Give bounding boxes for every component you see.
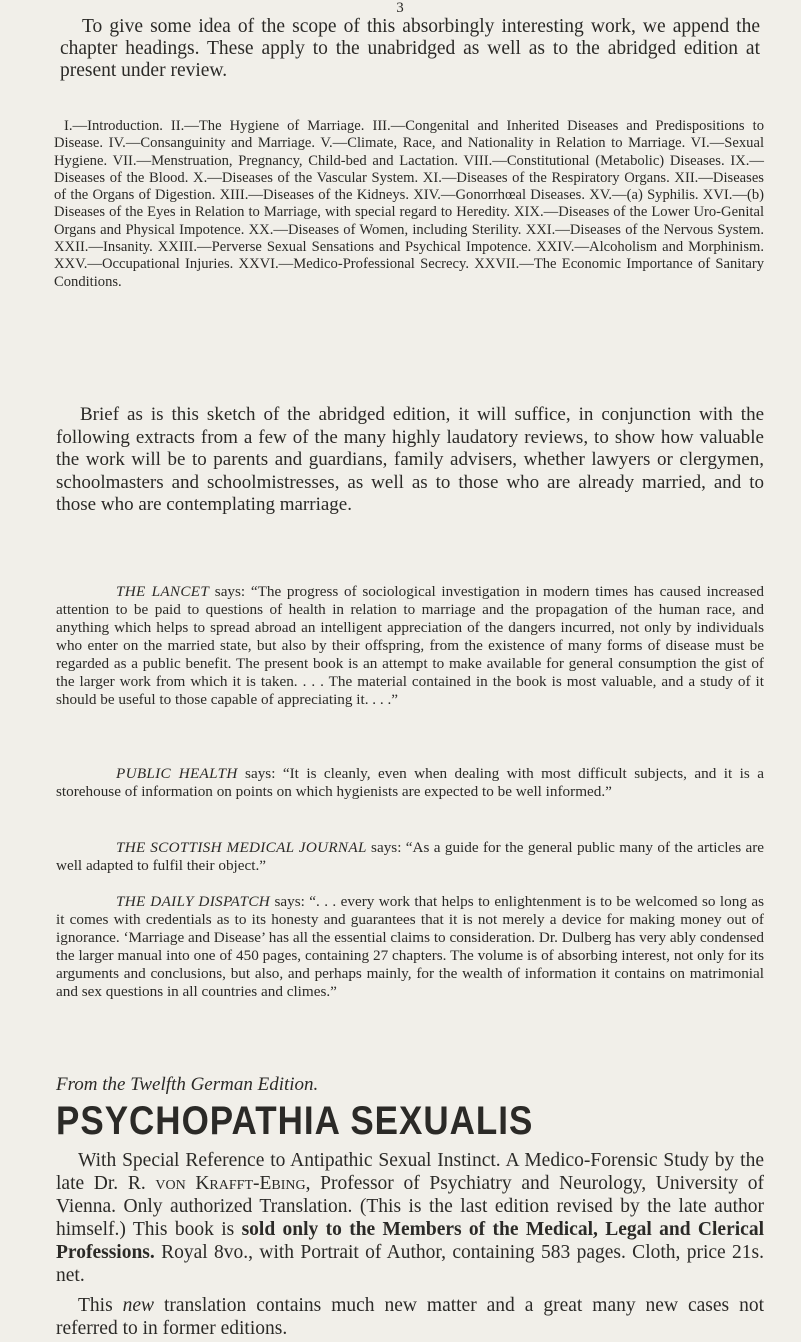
page-number: 3 (396, 0, 404, 16)
edition-note: From the Twelfth German Edition. (56, 1074, 319, 1095)
new-translation-note (56, 1294, 764, 1340)
review-source: THE SCOTTISH MEDICAL JOURNAL (116, 839, 367, 856)
description-text: Royal 8vo., with Portrait of Author, containing 583 pages. Cloth, price 21s. net. (56, 1242, 764, 1286)
description-text: With Special Reference to Antipathic Sexual Instinct. A Medico-Forensic Study by the late Dr. R. (56, 1150, 764, 1194)
author-name: von Krafft-Ebing (155, 1173, 306, 1194)
review-text: says: “The progress of sociological investigation in modern times has caused increased attention to be paid to questions of health in relation to marriage and the propagation of the human race, and anything which helps to spread abroad an intelligent appreciation of the dangers incurred, not only by individuals who enter on the married state, but also by their offspring, from the existence of many forms of disease must be regarded as a public benefit. The present book is an attempt to make available for general consumption the gist of the larger work from which it is taken. . . . The material contained in the book is most valuable, and a study of it should be useful to those capable of appreciating it. . . .” (56, 583, 764, 708)
restriction-notice: sold only to the Members of the Medical, Legal and Clerical Professions. (56, 1219, 764, 1263)
note-text: translation contains much new matter and a great many new cases not referred to in former editions. (56, 1295, 764, 1339)
note-text: This (78, 1295, 123, 1316)
review-text: says: “It is cleanly, even when dealing with most difficult subjects, and it is a storehouse of information on points on which hygienists are expected to be well informed.” (56, 765, 764, 800)
review-scottish-medical-journal (56, 839, 764, 875)
review-source: PUBLIC HEALTH (116, 765, 238, 782)
review-text: says: “. . . every work that helps to enlightenment is to be welcomed so long as it comes with credentials as to its honesty and guarantees that it is not merely a device for making money out of ignorance. ‘Marriage and Disease’ has all the essential claims to consideration. Dr. Dulberg has very ably condensed the larger manual into one of 450 pages, containing 27 chapters. The volume is of absorbing interest, not only for its arguments and conclusions, but also, and perhaps mainly, for the wealth of information it contains on matrimonial and sex questions in all countries and climes.” (56, 893, 764, 1000)
intro-paragraph: To give some idea of the scope of this absorbingly interesting work, we append the chapter headings. These apply to the unabridged as well as to the abridged edition at present under review. (60, 16, 760, 81)
review-public-health (56, 765, 764, 801)
review-source: THE DAILY DISPATCH (116, 893, 271, 910)
brief-paragraph: Brief as is this sketch of the abridged edition, it will suffice, in conjunction with the following extracts from a few of the many highly laudatory reviews, to show how valuable the work will be to parents and guardians, family advisers, whether lawyers or clergymen, schoolmasters and schoolmistresses, as well as to those who are already married, and to those who are contemplating marriage. (56, 404, 764, 516)
description-text: , Professor of Psychiatry and Neurology, University of Vienna. Only authorized Translation. (This is the last edition revised by the late author himself.) This book is (56, 1173, 764, 1240)
chapter-headings: I.—Introduction. II.—The Hygiene of Marriage. III.—Congenital and Inherited Diseases and Predispositions to Disease. IV.—Consanguinity and Marriage. V.—Climate, Race, and Nationality in Relation to Marriage. VI.—Sexual Hygiene. VII.—Menstruation, Pregnancy, Child-bed and Lactation. VIII.—Constitutional (Metabolic) Diseases. IX.—Diseases of the Blood. X.—Diseases of the Vascular System. XI.—Diseases of the Respiratory Organs. XII.—Diseases of the Organs of Digestion. XIII.—Diseases of the Kidneys. XIV.—Gonorrhœal Diseases. XV.—(a) Syphilis. XVI.—(b) Diseases of the Eyes in Relation to Marriage, with special regard to Heredity. XIX.—Diseases of the Lower Uro-Genital Organs and Physical Impotence. XX.—Diseases of Women, including Sterility. XXI.—Diseases of the Nervous System. XXII.—Insanity. XXIII.—Perverse Sexual Sensations and Psychical Impotence. XXIV.—Alcoholism and Morphinism. XXV.—Occupational Injuries. XXVI.—Medico-Professional Secrecy. XXVII.—The Economic Importance of Sanitary Conditions. (54, 118, 764, 290)
review-lancet (56, 583, 764, 709)
review-daily-dispatch (56, 893, 764, 1001)
review-text: says: “As a guide for the general public many of the articles are well adapted to fulfil their object.” (56, 839, 764, 874)
emphasis-word: new (122, 1295, 155, 1316)
book-title: PSYCHOPATHIA SEXUALIS (56, 1098, 534, 1144)
book-description (56, 1149, 764, 1287)
review-source: THE LANCET (116, 583, 210, 600)
